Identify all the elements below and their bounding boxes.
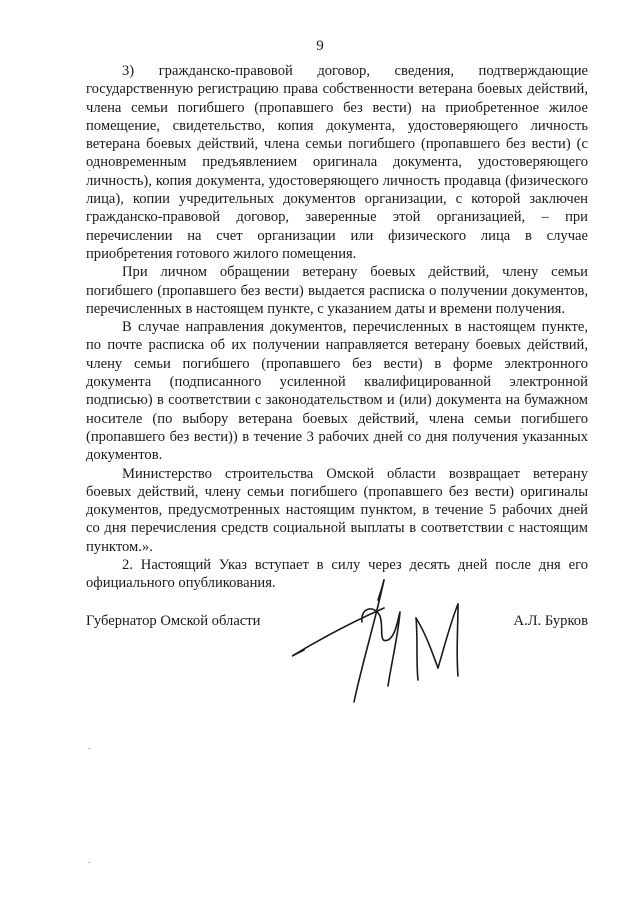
- page-number: 9: [316, 38, 324, 54]
- paragraph-return-originals: Министерство строительства Омской области возвращает ветерану боевых действий, члену семьи погибшего (пропавшего без вести) оригиналы документов, предусмотренных настоящим пунктом, в течение 5 рабочих дней со дня перечисления средств социальной выплаты в соответствии с настоящим пунктом.».: [86, 465, 588, 555]
- decree-body: [86, 62, 588, 593]
- signatory-name: А.Л. Бурков: [513, 613, 588, 629]
- paragraph-receipt-personal: При личном обращении ветерану боевых действий, члену семьи погибшего (пропавшего без вести) выдается расписка о получении документов, перечисленных в настоящем пункте, с указанием даты и времени получения.: [86, 264, 588, 317]
- scan-dot: [88, 748, 91, 749]
- scan-dot: [88, 170, 91, 171]
- paragraph-item-3-documents: 3) гражданско-правовой договор, сведения, подтверждающие государственную регистрацию права собственности ветерана боевых действий, члена семьи погибшего (пропавшего без вести) на приобретенное жилое помещение, свидетельство, копия документа, удостоверяющего личность ветерана боевых действий, члена семьи погибшего (пропавшего без вести) (с одновременным предъявлением оригинала документа, удостоверяющего личность), копия документа, удостоверяющего личность продавца (физического лица), копии учредительных документов организации, с которой заключен гражданско-правовой договор, заверенные этой организацией, – при перечислении на счет организации или физического лица в случае приобретения готового жилого помещения.: [86, 63, 588, 262]
- signatory-position: Губернатор Омской области: [86, 613, 261, 629]
- handwritten-signature-icon: [292, 578, 482, 708]
- scan-dot: [88, 862, 91, 863]
- paragraph-entry-into-force: 2. Настоящий Указ вступает в силу через десять дней после дня его официального опубликования.: [86, 557, 588, 592]
- paragraph-receipt-post: В случае направления документов, перечисленных в настоящем пункте, по почте расписка об их получении направляется ветерану боевых действий, члену семьи погибшего (пропавшего без вести) в форме электронного документа (подписанного усиленной квалифицированной электронной подписью) в соответствии с законодательством и (или) документа на бумажном носителе (по выбору ветерана боевых действий, члена семьи погибшего (пропавшего без вести)) в течение 3 рабочих дней со дня получения указанных документов.: [86, 319, 588, 464]
- scan-dot: [520, 428, 523, 429]
